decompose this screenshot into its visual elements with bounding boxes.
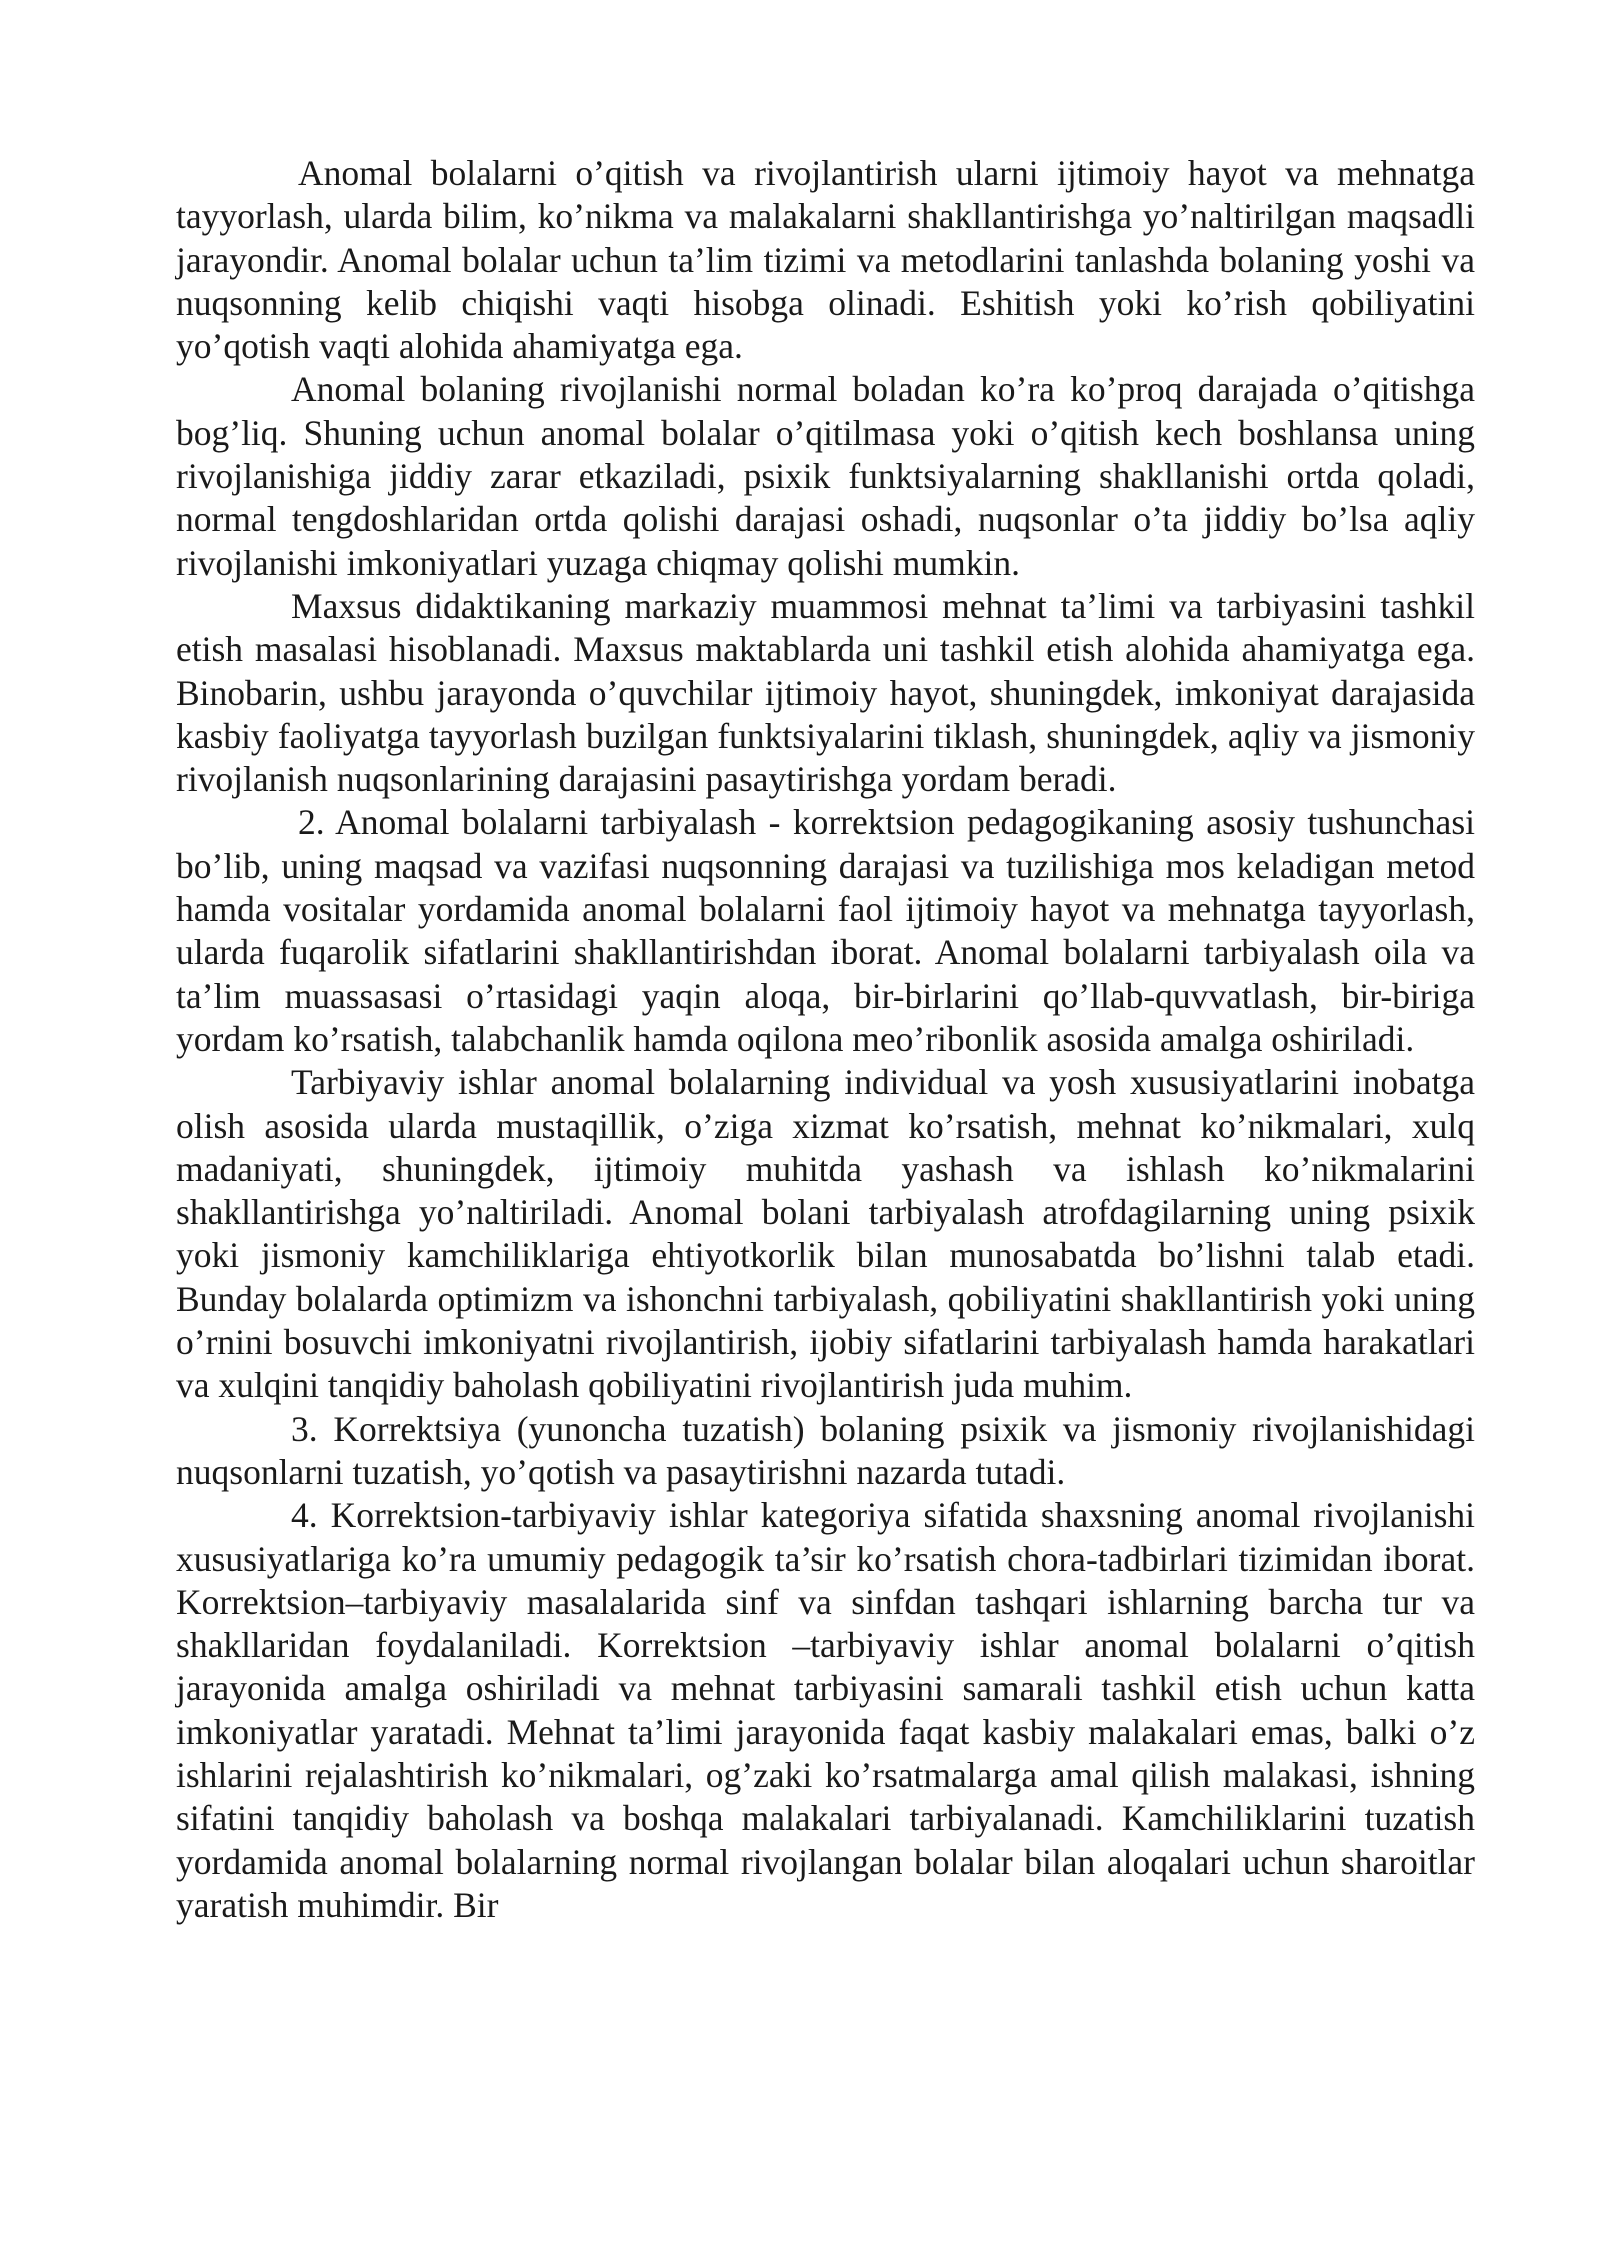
paragraph-4: 2. Anomal bolalarni tarbiyalash - korrektsion pedagogikaning asosiy tushunchasi bo’lib, uning maqsad va vazifasi nuqsonning darajasi va tuzilishiga mos keladigan metod hamda vositalar yordamida anomal bolalarni faol ijtimoiy hayot va mehnatga tayyorlash, ularda fuqarolik sifatlarini shakllantirishdan iborat. Anomal bolalarni tarbiyalash oila va ta’lim muassasasi o’rtasidagi yaqin aloqa, bir-birlarini qo’llab-quvvatlash, bir-biriga yordam ko’rsatish, talabchanlik hamda oqilona meo’ribonlik asosida amalga oshiriladi. — [176, 802, 1475, 1059]
paragraph-7: 4. Korrektsion-tarbiyaviy ishlar kategoriya sifatida shaxsning anomal rivojlanishi xususiyatlariga ko’ra umumiy pedagogik ta’sir ko’rsatish chora-tadbirlari tizimidan iborat. Korrektsion–tarbiyaviy masalalarida sinf va sinfdan tashqari ishlarning barcha tur va shakllaridan foydalaniladi. Korrektsion –tarbiyaviy ishlar anomal bolalarni o’qitish jarayonida amalga oshiriladi va mehnat tarbiyasini samarali tashkil etish uchun katta imkoniyatlar yaratadi. Mehnat ta’limi jarayonida faqat kasbiy malakalari emas, balki o’z ishlarini rejalashtirish ko’nikmalari, og’zaki ko’rsatmalarga amal qilish malakasi, ishning sifatini tanqidiy baholash va boshqa malakalari tarbiyalanadi. Kamchiliklarini tuzatish yordamida anomal bolalarning normal rivojlangan bolalar bilan aloqalari uchun sharoitlar yaratish muhimdir. Bir — [176, 1495, 1475, 1925]
paragraph-2: Anomal bolaning rivojlanishi normal boladan ko’ra ko’proq darajada o’qitishga bog’liq. Shuning uchun anomal bolalar o’qitilmasa yoki o’qitish kech boshlansa uning rivojlanishiga jiddiy zarar etkaziladi, psixik funktsiyalarning shakllanishi ortda qoladi, normal tengdoshlaridan ortda qolishi darajasi oshadi, nuqsonlar o’ta jiddiy bo’lsa aqliy rivojlanishi imkoniyatlari yuzaga chiqmay qolishi mumkin. — [176, 369, 1475, 583]
paragraph-5: Tarbiyaviy ishlar anomal bolalarning individual va yosh xususiyatlarini inobatga olish asosida ularda mustaqillik, o’ziga xizmat ko’rsatish, mehnat ko’nikmalari, xulq madaniyati, shuningdek, ijtimoiy muhitda yashash va ishlash ko’nikmalarini shakllantirishga yo’naltiriladi. Anomal bolani tarbiyalash atrofdagilarning uning psixik yoki jismoniy kamchiliklariga ehtiyotkorlik bilan munosabatda bo’lishni talab etadi. Bunday bolalarda optimizm va ishonchni tarbiyalash, qobiliyatini shakllantirish yoki uning o’rnini bosuvchi imkoniyatni rivojlantirish, ijobiy sifatlarini tarbiyalash hamda harakatlari va xulqini tanqidiy baholash qobiliyatini rivojlantirish juda muhim. — [176, 1062, 1475, 1406]
paragraph-1: Anomal bolalarni o’qitish va rivojlantirish ularni ijtimoiy hayot va mehnatga tayyorlash, ularda bilim, ko’nikma va malakalarni shakllantirishga yo’naltirilgan maqsadli jarayondir. Anomal bolalar uchun ta’lim tizimi va metodlarini tanlashda bolaning yoshi va nuqsonning kelib chiqishi vaqti hisobga olinadi. Eshitish yoki ko’rish qobiliyatini yo’qotish vaqti alohida ahamiyatga ega. — [176, 153, 1475, 367]
document-page — [176, 152, 1475, 1927]
paragraph-6: 3. Korrektsiya (yunoncha tuzatish) bolaning psixik va jismoniy rivojlanishidagi nuqsonlarni tuzatish, yo’qotish va pasaytirishni nazarda tutadi. — [176, 1408, 1475, 1492]
paragraph-3: Maxsus didaktikaning markaziy muammosi mehnat ta’limi va tarbiyasini tashkil etish masalasi hisoblanadi. Maxsus maktablarda uni tashkil etish alohida ahamiyatga ega. Binobarin, ushbu jarayonda o’quvchilar ijtimoiy hayot, shuningdek, imkoniyat darajasida kasbiy faoliyatga tayyorlash buzilgan funktsiyalarini tiklash, shuningdek, aqliy va jismoniy rivojlanish nuqsonlarining darajasini pasaytirishga yordam beradi. — [176, 585, 1475, 800]
